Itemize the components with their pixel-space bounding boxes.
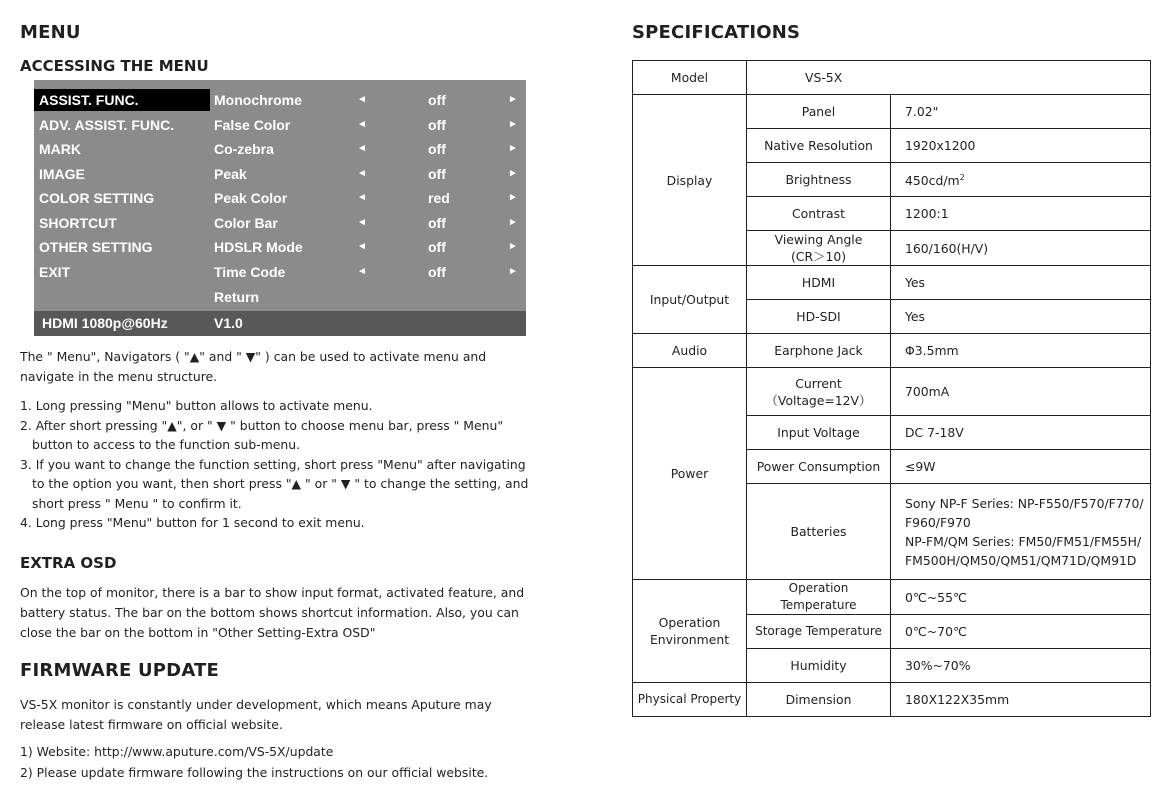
osd-setting-value: off bbox=[428, 117, 446, 133]
spec-label: Batteries bbox=[747, 484, 891, 580]
env-label: Operation bbox=[658, 615, 721, 630]
current-condition: （Voltage=12V） bbox=[765, 392, 872, 408]
osd-setting-name: False Color bbox=[214, 117, 291, 133]
osd-setting-row bbox=[214, 187, 526, 209]
osd-signal-format: HDMI 1080p@60Hz bbox=[42, 315, 168, 331]
osd-setting-name: Co-zebra bbox=[214, 141, 274, 157]
osd-left-item: MARK bbox=[39, 141, 81, 157]
spec-value: 30%~70% bbox=[891, 649, 1151, 683]
right-arrow-icon: ► bbox=[508, 143, 518, 154]
battery-line: FM500H/QM50/QM51/QM71D/QM91D bbox=[905, 552, 1137, 568]
spec-label: Contrast bbox=[747, 197, 891, 231]
list-item: 2) Please update firmware following the instructions on our official website. bbox=[20, 765, 489, 780]
spec-label: Power Consumption bbox=[747, 450, 891, 484]
list-item: 4. Long press "Menu" button for 1 second to exit menu. bbox=[20, 515, 365, 530]
spec-label: Storage Temperature bbox=[747, 615, 891, 649]
right-arrow-icon: ► bbox=[508, 119, 518, 130]
list-item: 1) Website: http://www.aputure.com/VS-5X/update bbox=[20, 744, 334, 759]
osd-left-item: EXIT bbox=[39, 264, 71, 280]
left-arrow-icon: ◄ bbox=[357, 266, 367, 277]
osd-setting-value: off bbox=[428, 141, 446, 157]
osd-setting-value: red bbox=[428, 190, 450, 206]
spec-value: 700mA bbox=[891, 368, 1151, 416]
osd-setting-name: Peak bbox=[214, 166, 247, 182]
spec-label: Native Resolution bbox=[747, 129, 891, 163]
spec-category: Physical Property bbox=[633, 683, 747, 717]
list-item: 3. If you want to change the function setting, short press "Menu" after navigating to the option you want, then short press "▲ " or " ▼ " to change the setting, and short press " Menu " to confirm it. bbox=[20, 456, 529, 511]
osd-setting-name: Monochrome bbox=[214, 92, 302, 108]
extra-osd-text: On the top of monitor, there is a bar to show input format, activated feature, and battery status. The bar on the bottom shows shortcut information. Also, you can close the bar on the bottom in "Other Setting-Extra OSD" bbox=[20, 585, 525, 640]
spec-value: Φ3.5mm bbox=[891, 334, 1151, 368]
accessing-menu-title: ACCESSING THE MENU bbox=[20, 57, 209, 75]
spec-value: 0℃~55℃ bbox=[891, 580, 1151, 615]
osd-setting-value: off bbox=[428, 92, 446, 108]
osd-setting-row bbox=[214, 89, 526, 111]
spec-label: HD-SDI bbox=[747, 300, 891, 334]
spec-value bbox=[891, 163, 1151, 197]
spec-label: Input Voltage bbox=[747, 416, 891, 450]
viewing-angle-label: Viewing Angle bbox=[774, 232, 863, 247]
left-arrow-icon: ◄ bbox=[357, 94, 367, 105]
osd-setting-row bbox=[214, 261, 526, 283]
spec-label: Earphone Jack bbox=[747, 334, 891, 368]
specifications-title: SPECIFICATIONS bbox=[632, 22, 801, 43]
firmware-update-title: FIRMWARE UPDATE bbox=[20, 660, 220, 681]
spec-value: 0℃~70℃ bbox=[891, 615, 1151, 649]
menu-steps-list bbox=[20, 396, 540, 533]
left-arrow-icon: ◄ bbox=[357, 143, 367, 154]
osd-setting-row bbox=[214, 236, 526, 258]
spec-value bbox=[891, 484, 1151, 580]
spec-value: 1200:1 bbox=[891, 197, 1151, 231]
battery-line: NP-FM/QM Series: FM50/FM51/FM55H/ bbox=[905, 533, 1142, 549]
osd-setting-value: off bbox=[428, 166, 446, 182]
spec-label: Panel bbox=[747, 95, 891, 129]
spec-value: 7.02" bbox=[891, 95, 1151, 129]
osd-setting-value: off bbox=[428, 264, 446, 280]
left-arrow-icon: ◄ bbox=[357, 192, 367, 203]
osd-setting-value: off bbox=[428, 239, 446, 255]
firmware-steps-list bbox=[20, 741, 540, 783]
list-item: 1. Long pressing "Menu" button allows to activate menu. bbox=[20, 398, 373, 413]
menu-intro-text: The " Menu", Navigators ( "▲" and " ▼" ) can be used to activate menu and navigate in the menu structure. bbox=[20, 349, 487, 384]
osd-left-item: SHORTCUT bbox=[39, 215, 117, 231]
right-arrow-icon: ► bbox=[508, 94, 518, 105]
spec-value: VS-5X bbox=[747, 61, 1151, 95]
osd-setting-name: Color Bar bbox=[214, 215, 278, 231]
env-label-2: Environment bbox=[649, 632, 730, 647]
osd-menu-screenshot bbox=[34, 80, 526, 336]
osd-setting-name: HDSLR Mode bbox=[214, 239, 303, 255]
extra-osd-title: EXTRA OSD bbox=[20, 554, 117, 572]
spec-label: Dimension bbox=[747, 683, 891, 717]
osd-status-bar bbox=[34, 311, 526, 336]
current-label: Current bbox=[795, 375, 842, 391]
spec-value: 1920x1200 bbox=[891, 129, 1151, 163]
right-arrow-icon: ► bbox=[508, 168, 518, 179]
battery-line: Sony NP-F Series: NP-F550/F570/F770/ bbox=[905, 495, 1144, 511]
osd-left-item: ASSIST. FUNC. bbox=[34, 89, 210, 111]
viewing-angle-condition: (CR＞10) bbox=[790, 249, 847, 264]
brightness-superscript: 2 bbox=[959, 173, 965, 183]
right-arrow-icon: ► bbox=[508, 192, 518, 203]
osd-version: V1.0 bbox=[214, 315, 243, 331]
spec-category: Input/Output bbox=[633, 266, 747, 334]
brightness-value: 450cd/m bbox=[905, 173, 960, 189]
battery-line: F960/F970 bbox=[905, 514, 971, 530]
spec-category bbox=[633, 580, 747, 683]
spec-category: Power bbox=[633, 368, 747, 580]
spec-label: Operation Temperature bbox=[747, 580, 891, 615]
spec-label: Brightness bbox=[747, 163, 891, 197]
osd-setting-row bbox=[214, 163, 526, 185]
spec-label: Humidity bbox=[747, 649, 891, 683]
osd-left-item: IMAGE bbox=[39, 166, 85, 182]
osd-setting-row bbox=[214, 138, 526, 160]
list-item: 2. After short pressing "▲", or " ▼ " button to choose menu bar, press " Menu" button to access to the function sub-menu. bbox=[20, 417, 504, 452]
right-arrow-icon: ► bbox=[508, 241, 518, 252]
spec-category: Audio bbox=[633, 334, 747, 368]
spec-label bbox=[747, 368, 891, 416]
spec-value: 180X122X35mm bbox=[891, 683, 1151, 717]
left-arrow-icon: ◄ bbox=[357, 168, 367, 179]
left-arrow-icon: ◄ bbox=[357, 217, 367, 228]
osd-return-label: Return bbox=[214, 289, 260, 305]
specifications-table bbox=[632, 60, 1151, 717]
spec-category: Model bbox=[633, 61, 747, 95]
osd-setting-name: Peak Color bbox=[214, 190, 288, 206]
osd-left-item: COLOR SETTING bbox=[39, 190, 155, 206]
osd-return-row bbox=[214, 286, 526, 308]
right-arrow-icon: ► bbox=[508, 266, 518, 277]
right-arrow-icon: ► bbox=[508, 217, 518, 228]
spec-value: ≤9W bbox=[891, 450, 1151, 484]
osd-setting-name: Time Code bbox=[214, 264, 286, 280]
spec-value: Yes bbox=[891, 300, 1151, 334]
spec-value: Yes bbox=[891, 266, 1151, 300]
spec-label bbox=[747, 231, 891, 266]
osd-setting-row bbox=[214, 212, 526, 234]
spec-value: DC 7-18V bbox=[891, 416, 1151, 450]
osd-setting-row bbox=[214, 114, 526, 136]
spec-label: HDMI bbox=[747, 266, 891, 300]
left-arrow-icon: ◄ bbox=[357, 119, 367, 130]
spec-category: Display bbox=[633, 95, 747, 266]
osd-left-item: OTHER SETTING bbox=[39, 239, 153, 255]
osd-setting-value: off bbox=[428, 215, 446, 231]
osd-left-item: ADV. ASSIST. FUNC. bbox=[39, 117, 175, 133]
menu-title: MENU bbox=[20, 22, 81, 43]
firmware-text: VS-5X monitor is constantly under development, which means Aputure may release latest firmware on official website. bbox=[20, 697, 492, 732]
spec-value: 160/160(H/V) bbox=[891, 231, 1151, 266]
left-arrow-icon: ◄ bbox=[357, 241, 367, 252]
